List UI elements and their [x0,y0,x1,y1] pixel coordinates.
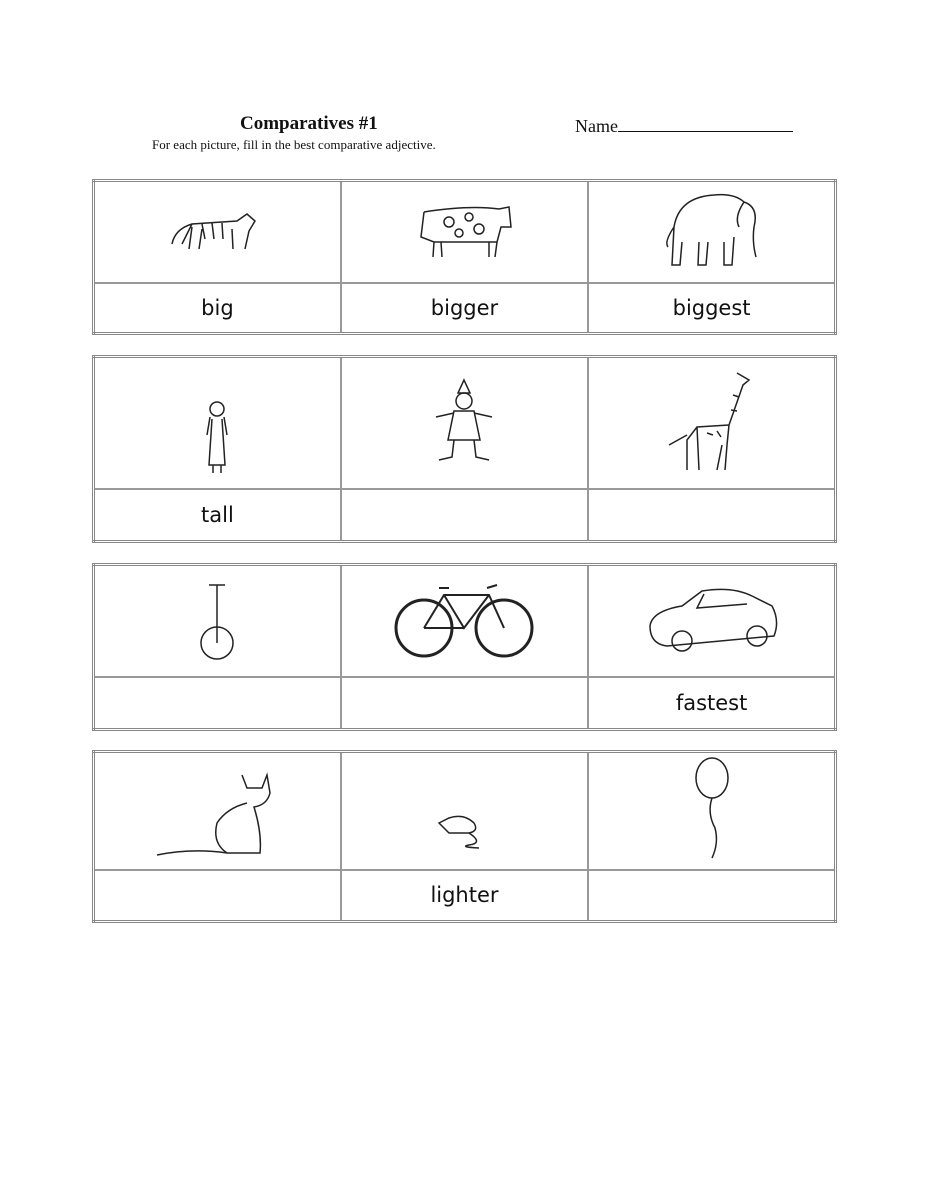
picture-clown [341,357,588,489]
answer-cell[interactable] [588,870,835,922]
picture-bicycle [341,565,588,677]
comparison-set-big [92,179,837,335]
comparison-set-tall [92,355,837,543]
comparison-set-light [92,750,837,923]
bicycle-icon [389,573,539,663]
answer-cell[interactable] [588,489,835,542]
answer-cell[interactable]: tall [94,489,341,542]
balloon-icon [687,753,737,863]
comparison-set-fast [92,563,837,731]
answer-cell[interactable] [341,677,588,730]
picture-girl [94,357,341,489]
picture-mouse [341,752,588,870]
answer-cell[interactable]: bigger [341,283,588,334]
worksheet-title: Comparatives #1 [240,113,378,134]
answer-cell[interactable]: big [94,283,341,334]
answer-cell[interactable] [94,677,341,730]
picture-giraffe [588,357,835,489]
answer-cell[interactable]: fastest [588,677,835,730]
tiger-icon [167,199,267,259]
name-blank-line[interactable] [618,115,793,132]
girl-icon [197,395,237,475]
giraffe-icon [657,365,767,475]
car-icon [642,576,782,661]
picture-unicycle [94,565,341,677]
picture-cat [94,752,341,870]
answer-cell[interactable]: biggest [588,283,835,334]
cow-icon [409,197,519,262]
picture-cow [341,181,588,283]
answer-cell[interactable]: lighter [341,870,588,922]
name-field[interactable] [575,115,793,137]
picture-elephant [588,181,835,283]
name-label: Name [575,116,618,136]
cat-icon [152,763,282,863]
clown-icon [424,375,504,465]
unicycle-icon [197,573,237,663]
answer-cell[interactable] [94,870,341,922]
picture-car [588,565,835,677]
answer-cell[interactable] [341,489,588,542]
picture-balloon [588,752,835,870]
picture-tiger [94,181,341,283]
mouse-icon [429,803,499,853]
elephant-icon [654,187,769,272]
instructions: For each picture, fill in the best comparative adjective. [152,137,436,152]
